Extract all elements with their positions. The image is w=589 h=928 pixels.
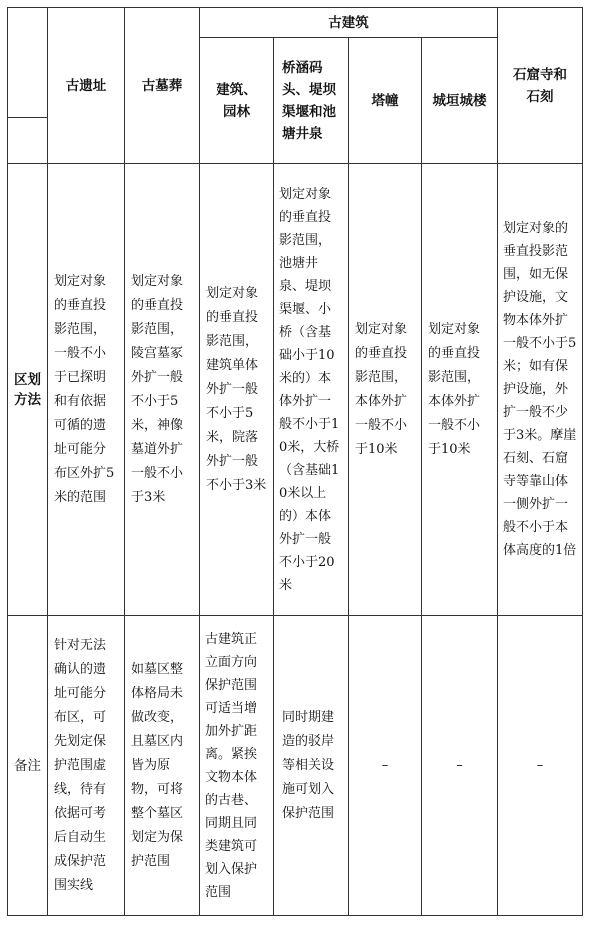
method-city-wall-text: 划定对象的垂直投影范围，本体外扩一般不小于10米 — [428, 321, 481, 457]
method-site-cell — [48, 164, 125, 616]
notes-city-wall-cell — [422, 616, 498, 916]
header-ancient-tomb-label: 古墓葬 — [141, 77, 183, 94]
method-pagoda-text: 划定对象的垂直投影范围，本体外扩一般不小于10米 — [355, 321, 408, 457]
header-pagoda — [349, 38, 422, 164]
protection-range-table — [7, 7, 583, 916]
header-ancient-tomb — [125, 8, 200, 164]
notes-grotto-cell — [498, 616, 583, 916]
notes-tomb-text: 如墓区整体格局未做改变，且墓区内皆为原物，可将整个墓区划定为保护范围 — [131, 661, 184, 869]
corner-cell — [8, 8, 48, 118]
header-grotto-label: 石窟寺和石刻 — [513, 66, 567, 105]
row-label-notes — [8, 616, 48, 916]
method-tomb-cell — [125, 164, 200, 616]
method-building-garden-cell — [200, 164, 274, 616]
method-pagoda-cell — [349, 164, 422, 616]
header-city-wall — [422, 38, 498, 164]
method-site-text: 划定对象的垂直投影范围，一般不小于已探明和有依据可循的遗址可能分布区外扩5米的范围 — [54, 273, 115, 505]
notes-pagoda-cell — [349, 616, 422, 916]
notes-building-garden-cell — [200, 616, 274, 916]
header-ancient-building-group-label: 古建筑 — [328, 14, 369, 31]
header-ancient-site — [48, 8, 125, 164]
method-tomb-text: 划定对象的垂直投影范围，陵宫墓冢外扩一般不小于5米，神像墓道外扩一般不小于3米 — [131, 273, 184, 505]
notes-pagoda-text: – — [381, 757, 389, 773]
header-bridge-dam-label: 桥涵码头、堤坝渠堰和池塘井泉 — [282, 59, 336, 142]
header-building-garden — [200, 38, 274, 164]
header-bridge-dam — [274, 38, 349, 164]
notes-bridge-dam-cell — [274, 616, 349, 916]
method-building-garden-text: 划定对象的垂直投影范围，建筑单体外扩一般不小于5米，院落外扩一般不小于3米 — [206, 285, 267, 493]
header-ancient-site-label: 古遗址 — [65, 77, 107, 94]
notes-city-wall-text: – — [456, 757, 463, 773]
method-bridge-dam-cell — [274, 164, 349, 616]
header-ancient-building-group — [200, 8, 498, 38]
corner-cell-lower — [8, 118, 48, 164]
method-city-wall-cell — [422, 164, 498, 616]
header-city-wall-label: 城垣城楼 — [432, 92, 487, 109]
method-bridge-dam-text: 划定对象的垂直投影范围，池塘井泉、堤坝渠堰、小桥（含基础小于10米的）本体外扩一般不小于10米，大桥（含基础10米以上的）本体外扩一般不小于20米 — [279, 186, 340, 593]
row-label-notes-text: 备注 — [14, 757, 41, 774]
notes-tomb-cell — [125, 616, 200, 916]
notes-bridge-dam-text: 同时期建造的驳岸等相关设施可划入保护范围 — [282, 709, 335, 821]
notes-building-garden-text: 古建筑正立面方向保护范围可适当增加外扩距离。紧挨文物本体的古巷、同期且同类建筑可划入保护范围 — [205, 631, 258, 900]
notes-site-text: 针对无法确认的遗址可能分布区，可先划定保护范围虚线，待有依据可考后自动生成保护范围实线 — [54, 637, 107, 893]
header-pagoda-label: 塔幢 — [371, 92, 399, 109]
header-building-garden-label: 建筑、园林 — [216, 81, 257, 120]
header-grotto — [498, 8, 583, 164]
method-grotto-text: 划定对象的垂直投影范围，如无保护设施，文物本体外扩一般不小于5米；如有保护设施，外扩一般不少于3米。摩崖石刻、石窟寺等靠山体一侧外扩一般不小于本体高度的1倍 — [503, 221, 577, 558]
method-grotto-cell — [498, 164, 583, 616]
row-label-method — [8, 164, 48, 616]
notes-grotto-text: – — [536, 757, 544, 773]
notes-site-cell — [48, 616, 125, 916]
row-label-method-text: 区划方法 — [14, 371, 41, 408]
